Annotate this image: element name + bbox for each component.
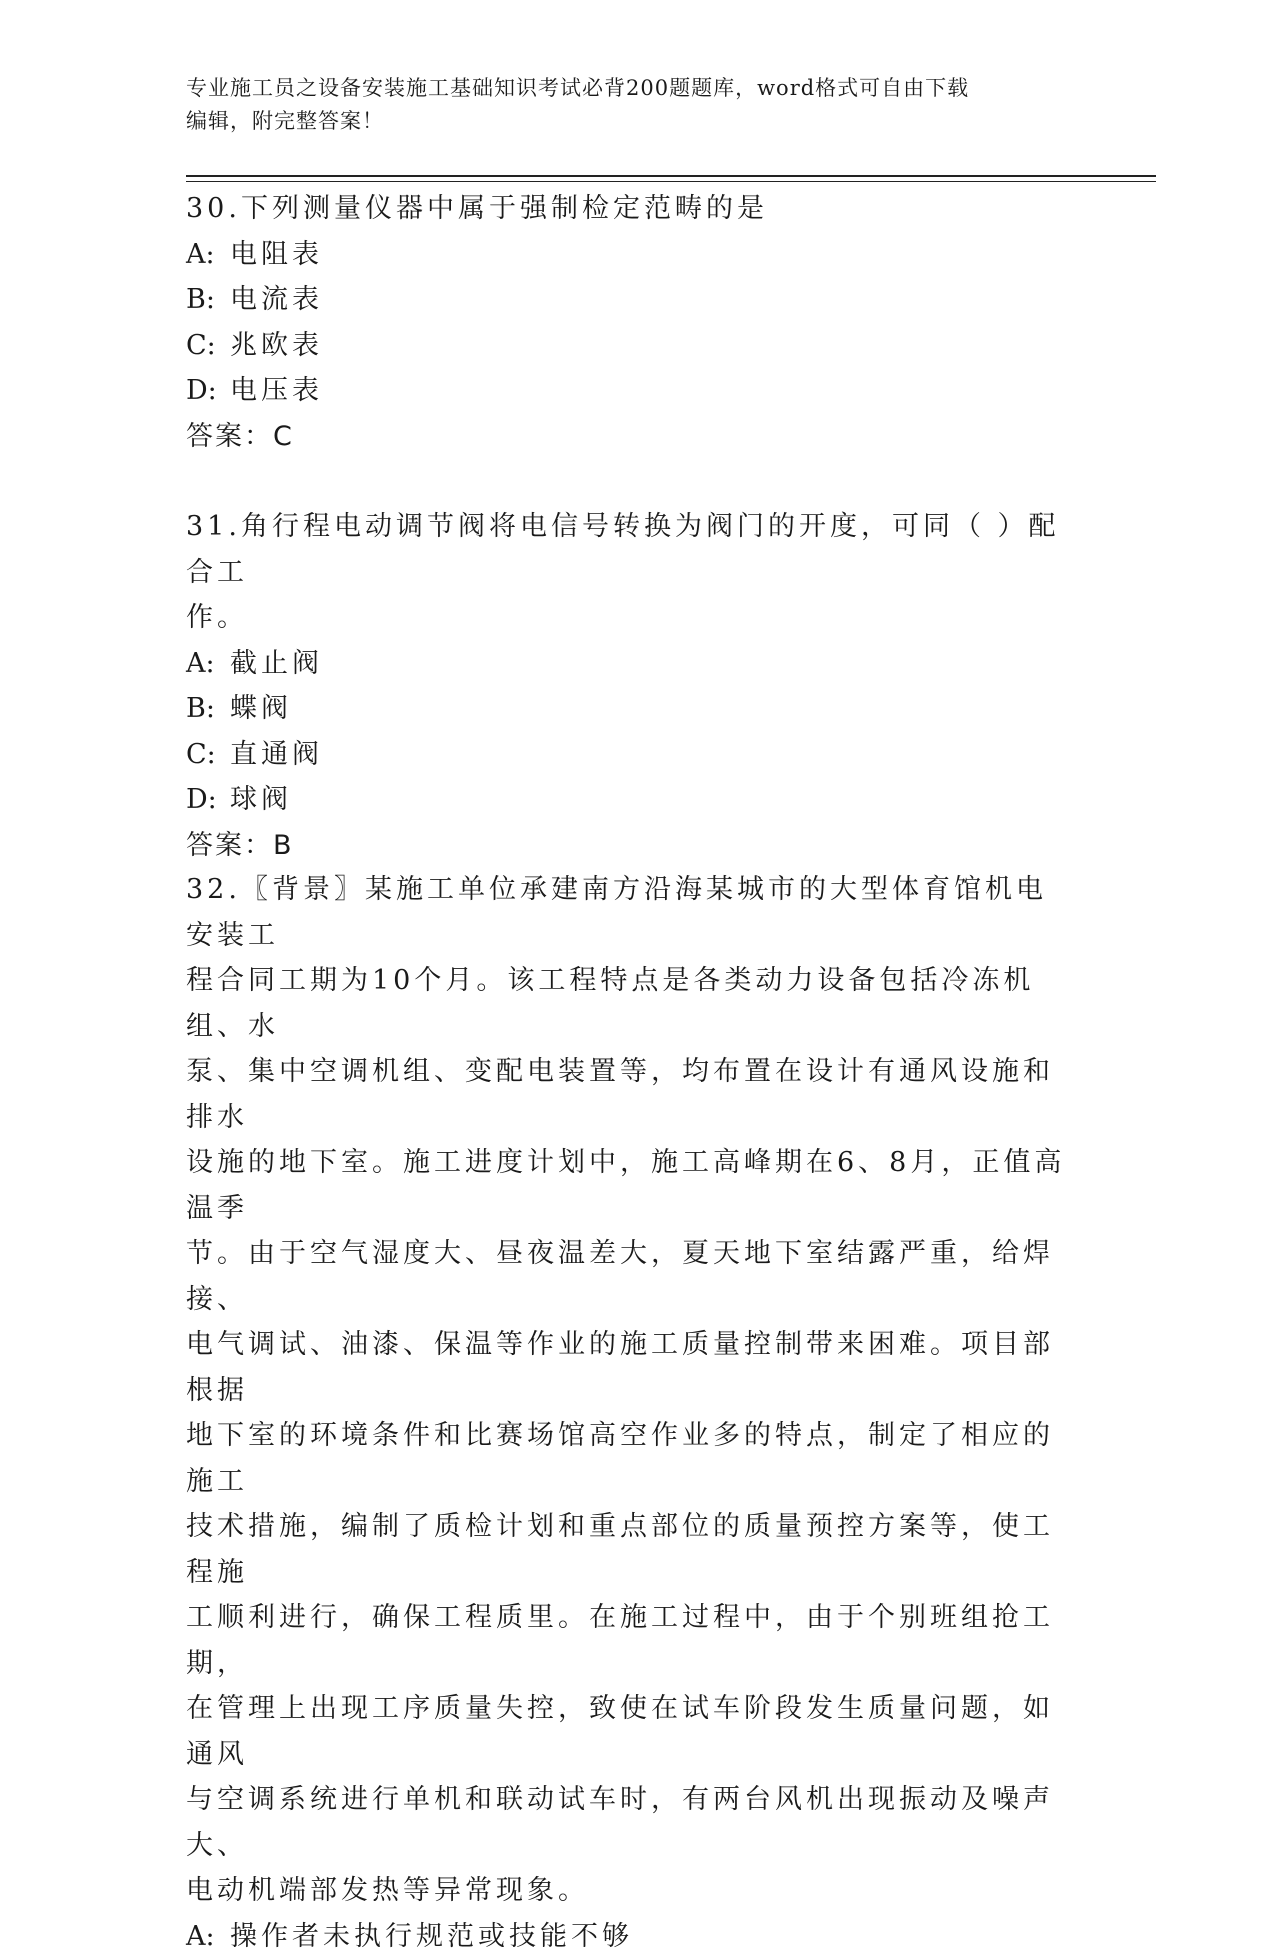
answer: 答案：B: [186, 823, 1066, 869]
header-rule-thin: [186, 181, 1156, 182]
option-text: 电阻表: [230, 239, 323, 270]
option-text: 截止阀: [230, 648, 323, 679]
question-stem-line: 程合同工期为10个月。该工程特点是各类动力设备包括冷冻机组、水: [186, 958, 1066, 1049]
question-stem-line: 地下室的环境条件和比赛场馆高空作业多的特点，制定了相应的施工: [186, 1413, 1066, 1504]
option-text: 兆欧表: [230, 330, 323, 361]
option-a: [186, 232, 1066, 278]
question-stem-line: 在管理上出现工序质量失控，致使在试车阶段发生质量问题，如通风: [186, 1686, 1066, 1777]
question-stem-line: 设施的地下室。施工进度计划中，施工高峰期在6、8月，正值高温季: [186, 1140, 1066, 1231]
option-text: 蝶阀: [230, 693, 292, 724]
option-b: [186, 686, 1066, 732]
option-text: 操作者未执行规范或技能不够: [230, 1921, 633, 1952]
question-stem-line: 技术措施，编制了质检计划和重点部位的质量预控方案等，使工程施: [186, 1504, 1066, 1595]
option-key: D:: [186, 777, 230, 823]
option-text: 电压表: [230, 375, 323, 406]
option-c: [186, 323, 1066, 369]
option-key: A:: [186, 232, 230, 278]
question-30: [186, 186, 1066, 459]
question-stem-line: 31.角行程电动调节阀将电信号转换为阀门的开度，可同（ ）配合工: [186, 504, 1066, 595]
option-key: A:: [186, 641, 230, 687]
question-stem-line: 作。: [186, 595, 1066, 641]
question-stem: 30.下列测量仪器中属于强制检定范畴的是: [186, 186, 1066, 232]
header-rule-thick: [186, 175, 1156, 177]
question-stem-line: 电气调试、油漆、保温等作业的施工质量控制带来困难。项目部根据: [186, 1322, 1066, 1413]
question-stem-line: 电动机端部发热等异常现象。: [186, 1868, 1066, 1914]
option-key: C:: [186, 732, 230, 778]
question-stem-line: 与空调系统进行单机和联动试车时，有两台风机出现振动及噪声大、: [186, 1777, 1066, 1868]
option-d: [186, 368, 1066, 414]
header-line-2: 编辑，附完整答案！: [186, 105, 1066, 138]
option-text: 球阀: [230, 784, 292, 815]
option-d: [186, 777, 1066, 823]
option-c: [186, 732, 1066, 778]
option-a: [186, 641, 1066, 687]
question-stem-line: 工顺利进行，确保工程质里。在施工过程中，由于个别班组抢工期，: [186, 1595, 1066, 1686]
document-header: [186, 72, 1066, 138]
question-stem-line: 32.〖背景〗某施工单位承建南方沿海某城市的大型体育馆机电安装工: [186, 867, 1066, 958]
option-key: D:: [186, 368, 230, 414]
option-a: [186, 1914, 1066, 1959]
option-b: [186, 277, 1066, 323]
answer: 答案：C: [186, 414, 1066, 460]
option-key: B:: [186, 686, 230, 732]
option-text: 直通阀: [230, 739, 323, 770]
question-stem-line: 泵、集中空调机组、变配电装置等，均布置在设计有通风设施和排水: [186, 1049, 1066, 1140]
header-line-1: 专业施工员之设备安装施工基础知识考试必背200题题库，word格式可自由下载: [186, 72, 1066, 105]
question-stem-line: 节。由于空气湿度大、昼夜温差大，夏天地下室结露严重，给焊接、: [186, 1231, 1066, 1322]
question-32: [186, 867, 1066, 1959]
option-text: 电流表: [230, 284, 323, 315]
question-31: [186, 504, 1066, 868]
option-key: B:: [186, 277, 230, 323]
option-key: A:: [186, 1914, 230, 1959]
option-key: C:: [186, 323, 230, 369]
